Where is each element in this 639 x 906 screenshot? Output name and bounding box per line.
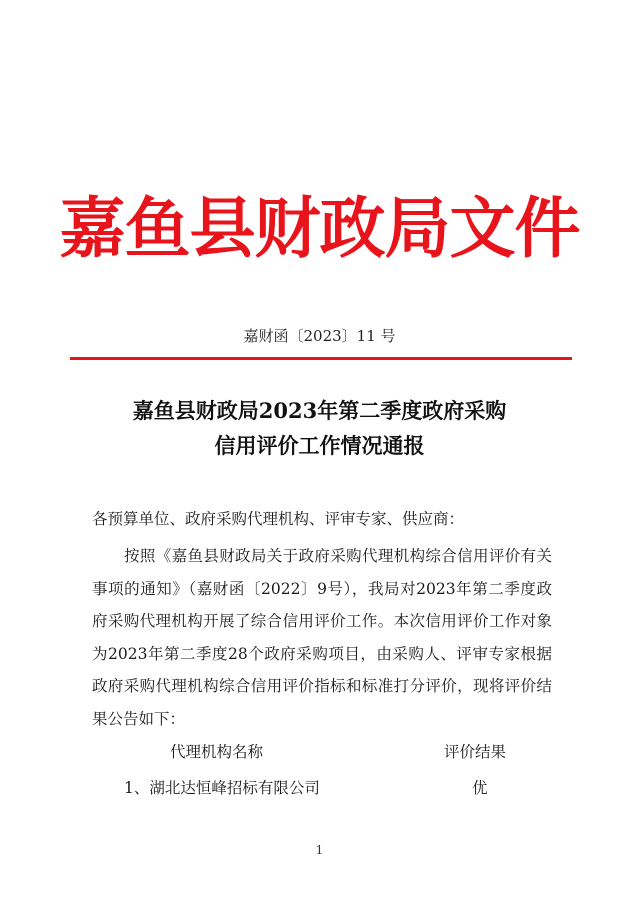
notice-title-line-1: 嘉鱼县财政局2023年第二季度政府采购 [132, 398, 507, 423]
table-header-agency: 代理机构名称 [170, 743, 264, 761]
document-number: 嘉财函〔2023〕11 号 [243, 327, 396, 345]
notice-title-line-2: 信用评价工作情况通报 [214, 433, 425, 458]
red-divider-line [70, 357, 572, 360]
salutation: 各预算单位、政府采购代理机构、评审专家、供应商： [92, 510, 465, 528]
body-paragraph: 按照《嘉鱼县财政局关于政府采购代理机构综合信用评价有关事项的通知》（嘉财函〔2022〕9号），我局对2023年第二季度政府采购代理机构开展了综合信用评价工作。本次信用评价工作对象为2023年第二季度28个政府采购项目，由采购人、评审专家根据政府采购代理机构综合信用评价指标和标准打分评价，现将评价结果公告如下： [92, 547, 552, 728]
page-number: 1 [315, 843, 324, 857]
table-row-result: 优 [472, 779, 488, 797]
table-row-agency-name: 1、湖北达恒峰招标有限公司 [124, 779, 320, 797]
table-header-result: 评价结果 [444, 743, 507, 761]
masthead-title: 嘉鱼县财政局文件 [59, 189, 580, 267]
